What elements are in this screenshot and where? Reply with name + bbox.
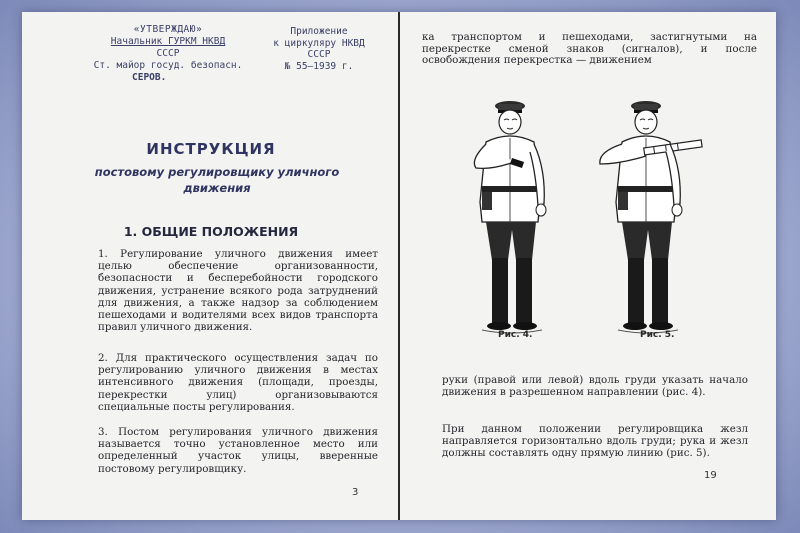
right-page-number: 19	[704, 470, 717, 481]
figure-4-regulator-illustration	[452, 90, 572, 360]
figure-5-caption: Рис. 5.	[640, 330, 675, 340]
paragraph-3: 3. Постом регулирования уличного движения называется точно установленное место или определенный участок улицы, вверенные постовому регулировщику.	[98, 426, 378, 475]
left-page-number: 3	[352, 487, 359, 498]
left-page	[22, 12, 400, 520]
paragraph-2: 2. Для практического осуществления задач по регулированию уличного движения в местах интенсивного движения (площади, проезды, перекрестки улиц) организовываются специальные посты регулирования.	[98, 352, 378, 413]
document-spread	[22, 12, 776, 520]
section-title: 1. ОБЩИЕ ПОЛОЖЕНИЯ	[123, 224, 299, 239]
document-title: ИНСТРУКЦИЯ	[146, 140, 276, 158]
annex-line-3: СССР	[307, 49, 331, 60]
right-page	[402, 12, 776, 520]
right-bottom-text-2: При данном положении регулировщика жезл направляется горизонтально вдоль груди; рука и жезл должны составлять одну прямую линию (рис. 5).	[442, 423, 748, 460]
approval-line-2: СССР	[156, 48, 180, 59]
approval-line-3: Ст. майор госуд. безопасн.	[93, 60, 243, 71]
annex-note	[260, 26, 378, 72]
figure-4-caption: Рис. 4.	[498, 330, 533, 340]
right-top-text: ка транспортом и пешеходами, застигнутыми на перекрестке сменой знаков (сигналов), и после освобождения перекрестка — движением	[422, 31, 757, 67]
document-subtitle: постовому регулировщику уличного движения	[94, 165, 340, 195]
approval-line-1: Начальник ГУРКМ НКВД	[110, 36, 226, 47]
annex-line-2: к циркуляру НКВД	[273, 37, 365, 49]
annex-line-4: № 55—1939 г.	[284, 60, 354, 72]
approval-title: «УТВЕРЖДАЮ»	[133, 24, 203, 35]
paragraph-1: 1. Регулирование уличного движения имеет целью обеспечение организованности, безопасности и бесперебойности городского движения, устранение всякого рода затруднений для движения, а также надзор за соблюдением пешеходами и водителями всех видов транспорта правил уличного движения.	[98, 248, 378, 334]
annex-line-1: Приложение	[290, 26, 348, 37]
approval-stamp	[78, 24, 258, 84]
approval-name: СЕРОВ.	[132, 72, 167, 83]
figure-5-regulator-illustration	[590, 90, 710, 360]
right-bottom-text-1: руки (правой или левой) вдоль груди указать начало движения в разрешенном направлении (рис. 4).	[442, 374, 748, 399]
